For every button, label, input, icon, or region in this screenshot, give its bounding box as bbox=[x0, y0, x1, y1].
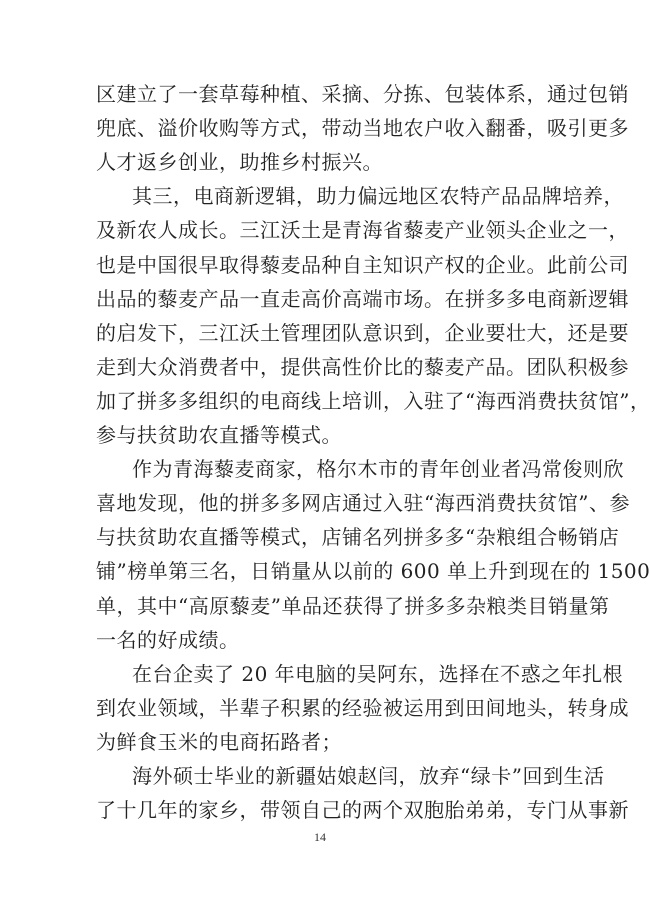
text-line: 人才返乡创业，助推乡村振兴。 bbox=[96, 150, 383, 175]
text-line: 及新农人成长。三江沃土是青海省藜麦产业领头企业之一， bbox=[96, 218, 629, 243]
text-line: 其三，电商新逻辑，助力偏远地区农特产品品牌培养， bbox=[132, 184, 624, 209]
text-line: 铺”榜单第三名，日销量从以前的 600 单上升到现在的 1500 bbox=[96, 559, 650, 584]
text-line: 兜底、溢价收购等方式，带动当地农户收入翻番，吸引更多 bbox=[96, 116, 629, 141]
text-line: 海外硕士毕业的新疆姑娘赵闫，放弃“绿卡”回到生活 bbox=[132, 764, 605, 788]
text-line: 也是中国很早取得藜麦品种自主知识产权的企业。此前公司 bbox=[96, 252, 629, 277]
text-line: 的启发下，三江沃土管理团队意识到，企业要壮大，还是要 bbox=[96, 320, 629, 345]
text-line: 走到大众消费者中，提供高性价比的藜麦产品。团队积极参 bbox=[96, 354, 629, 379]
text-line: 与扶贫助农直播等模式，店铺名列拼多多“杂粮组合畅销店 bbox=[96, 525, 620, 550]
text-line: 喜地发现，他的拼多多网店通过入驻“海西消费扶贫馆”、参 bbox=[96, 491, 630, 516]
text-line: 单，其中“高原藜麦”单品还获得了拼多多杂粮类目销量第 bbox=[96, 593, 610, 618]
text-line: 参与扶贫助农直播等模式。 bbox=[96, 423, 342, 447]
text-line: 作为青海藜麦商家，格尔木市的青年创业者冯常俊则欣 bbox=[132, 457, 624, 482]
text-line: 加了拼多多组织的电商线上培训，入驻了“海西消费扶贫馆”， bbox=[96, 388, 650, 413]
page-number: 14 bbox=[314, 830, 326, 844]
text-line: 到农业领域，半辈子积累的经验被运用到田间地头，转身成 bbox=[96, 695, 629, 720]
text-line: 在台企卖了 20 年电脑的吴阿东，选择在不惑之年扎根 bbox=[132, 661, 624, 686]
text-line: 出品的藜麦产品一直走高价高端市场。在拼多多电商新逻辑 bbox=[96, 286, 629, 311]
text-line: 了十几年的家乡，带领自己的两个双胞胎弟弟，专门从事新 bbox=[96, 798, 629, 823]
text-line: 区建立了一套草莓种植、采摘、分拣、包装体系，通过包销 bbox=[96, 82, 629, 106]
text-line: 一名的好成绩。 bbox=[96, 627, 240, 652]
text-line: 为鲜食玉米的电商拓路者； bbox=[96, 729, 342, 754]
